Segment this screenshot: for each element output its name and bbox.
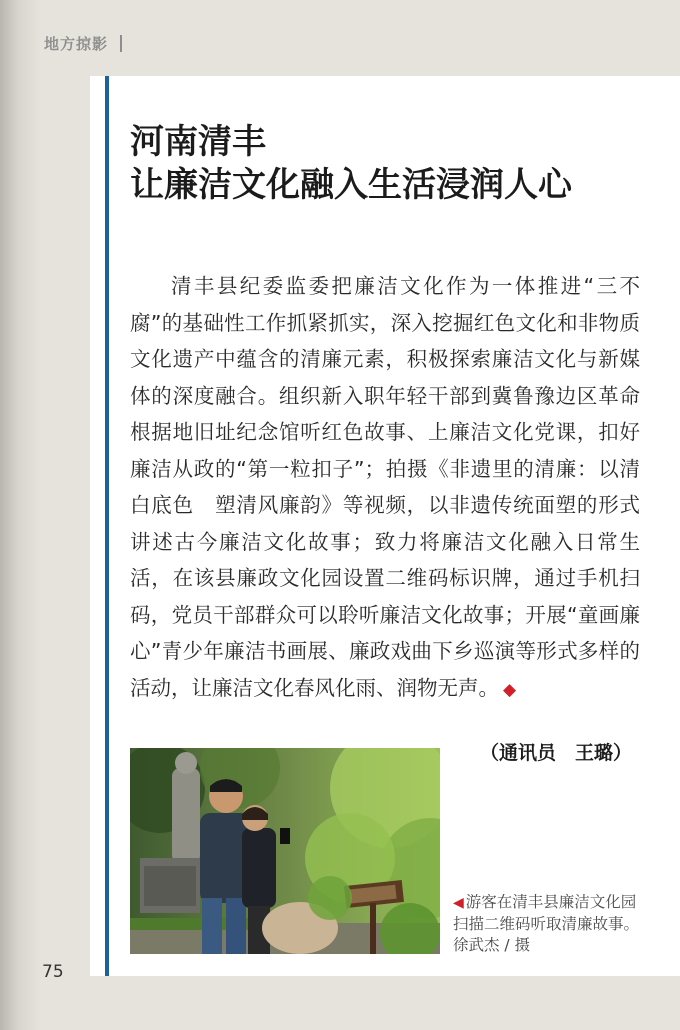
article-body (130, 268, 640, 708)
section-label: 地方掠影 (44, 35, 109, 53)
article-title-line2: 让廉洁文化融入生活浸润人心 (130, 165, 572, 205)
article-photo (130, 748, 440, 954)
photo-caption-text: 游客在清丰县廉洁文化园扫描二维码听取清廉故事。徐武杰 / 摄 (453, 893, 640, 954)
caption-arrow-icon: ◀ (453, 895, 464, 911)
end-mark-icon: ◆ (503, 679, 517, 700)
section-divider (120, 35, 122, 52)
article-byline: （通讯员 王璐） (479, 742, 632, 764)
photo-illustration (130, 748, 440, 954)
photo-caption (453, 892, 641, 956)
page-number: 75 (42, 962, 64, 982)
book-spine-shadow (0, 0, 40, 1030)
accent-bar (105, 76, 109, 976)
article-body-text: 清丰县纪委监委把廉洁文化作为一体推进“三不腐”的基础性工作抓紧抓实，深入挖掘红色文化和非物质文化遗产中蕴含的清廉元素，积极探索廉洁文化与新媒体的深度融合。组织新入职年轻干部到冀鲁豫边区革命根据地旧址纪念馆听红色故事、上廉洁文化党课，扣好廉洁从政的“第一粒扣子”；拍摄《非遗里的清廉：以清白底色 塑清风廉韵》等视频，以非遗传统面塑的形式讲述古今廉洁文化故事；致力将廉洁文化融入日常生活，在该县廉政文化园设置二维码标识牌，通过手机扫码，党员干部群众可以聆听廉洁文化故事；开展“童画廉心”青少年廉洁书画展、廉政戏曲下乡巡演等形式多样的活动，让廉洁文化春风化雨、润物无声。 (130, 274, 640, 700)
article-title-line1: 河南清丰 (130, 122, 266, 162)
